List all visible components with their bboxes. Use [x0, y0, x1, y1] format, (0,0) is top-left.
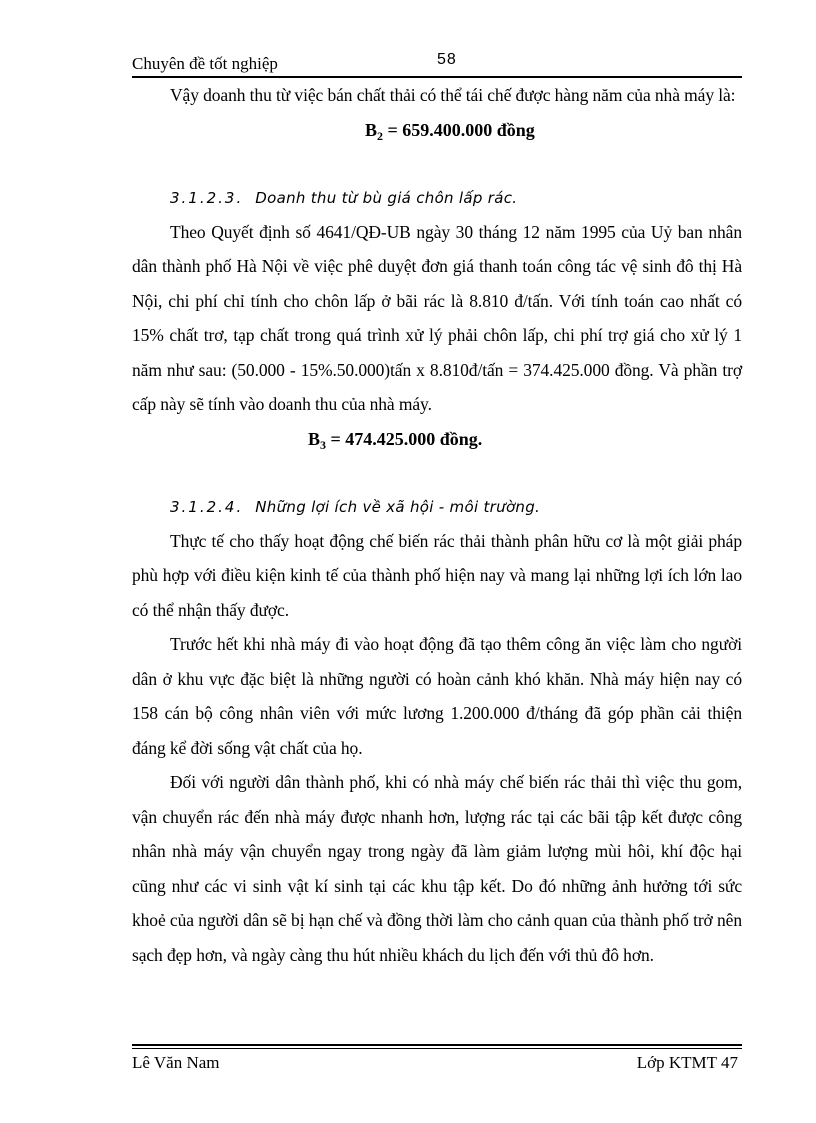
paragraph-benefits-intro: Thực tế cho thấy hoạt động chế biến rác thải thành phân hữu cơ là một giải pháp phù hợp với điều kiện kinh tế của thành phố hiện nay và mang lại những lợi ích lớn lao có thể nhận thấy được. [132, 530, 742, 620]
formula-b3 [132, 422, 742, 456]
page-footer [132, 1052, 742, 1078]
section-number: 3.1.2.3. [170, 188, 244, 207]
formula-b2 [132, 113, 742, 147]
section-number: 3.1.2.4. [170, 497, 244, 516]
footer-rule-thin [132, 1048, 742, 1049]
section-heading-3-1-2-3 [132, 181, 742, 215]
section-title: Doanh thu từ bù giá chôn lấp rác. [255, 188, 518, 207]
spacer [132, 147, 742, 181]
page-number: 58 [437, 51, 457, 68]
paragraph-employment: Trước hết khi nhà máy đi vào hoạt động đã tạo thêm công ăn việc làm cho người dân ở khu vực đặc biệt là những người có hoàn cảnh khó khăn. Nhà máy hiện nay có 158 cán bộ công nhân viên với mức lương 1.200.000 đ/tháng đã góp phần cải thiện đáng kể đời sống vật chất của họ. [132, 634, 742, 758]
paragraph-city-residents: Đối với người dân thành phố, khi có nhà máy chế biến rác thải thì việc thu gom, vận chuyển rác đến nhà máy được nhanh hơn, lượng rác tại các bãi tập kết được công nhân nhà máy vận chuyển ngay trong ngày đã làm giảm lượng mùi hôi, khí độc hại cũng như các vi sinh vật kí sinh tại các khu tập kết. Do đó những ảnh hưởng tới sức khoẻ của người dân sẽ bị hạn chế và đồng thời làm cho cảnh quan của thành phố trở nên sạch đẹp hơn, và ngày càng thu hút nhiều khách du lịch đến với thủ đô hơn. [132, 772, 742, 965]
formula-b3-symbol: B [308, 428, 321, 449]
formula-b2-symbol: B [365, 119, 378, 140]
formula-b2-subscript: 2 [377, 128, 384, 143]
document-body [132, 78, 742, 972]
spacer [132, 456, 742, 490]
paragraph-landfill-subsidy: Theo Quyết định số 4641/QĐ-UB ngày 30 tháng 12 năm 1995 của Uỷ ban nhân dân thành phố Hà Nội về việc phê duyệt đơn giá thanh toán công tác vệ sinh đô thị Hà Nội, chi phí chỉ tính cho chôn lấp ở bãi rác là 8.810 đ/tấn. Với tính toán cao nhất có 15% chất trơ, tạp chất trong quá trình xử lý phải chôn lấp, chi phí trợ giá cho xử lý 1 năm như sau: (50.000 - 15%.50.000)tấn x 8.810đ/tấn = 374.425.000 đồng. Và phần trợ cấp này sẽ tính vào doanh thu của nhà máy. [132, 221, 742, 414]
page-header [132, 50, 742, 78]
formula-b2-value: = 659.400.000 đồng [383, 119, 535, 140]
formula-b3-value: = 474.425.000 đồng. [326, 428, 483, 449]
section-title: Những lợi ích về xã hội - môi trường. [255, 497, 541, 516]
footer-rule-thick [132, 1044, 742, 1046]
footer-class: Lớp KTMT 47 [636, 1053, 738, 1072]
header-title: Chuyên đề tốt nghiệp [132, 54, 278, 73]
section-heading-3-1-2-4 [132, 490, 742, 524]
formula-b3-subscript: 3 [320, 437, 327, 452]
paragraph-revenue-recyclables: Vậy doanh thu từ việc bán chất thải có thể tái chế được hàng năm của nhà máy là: [170, 85, 736, 105]
footer-author: Lê Văn Nam [132, 1053, 220, 1072]
